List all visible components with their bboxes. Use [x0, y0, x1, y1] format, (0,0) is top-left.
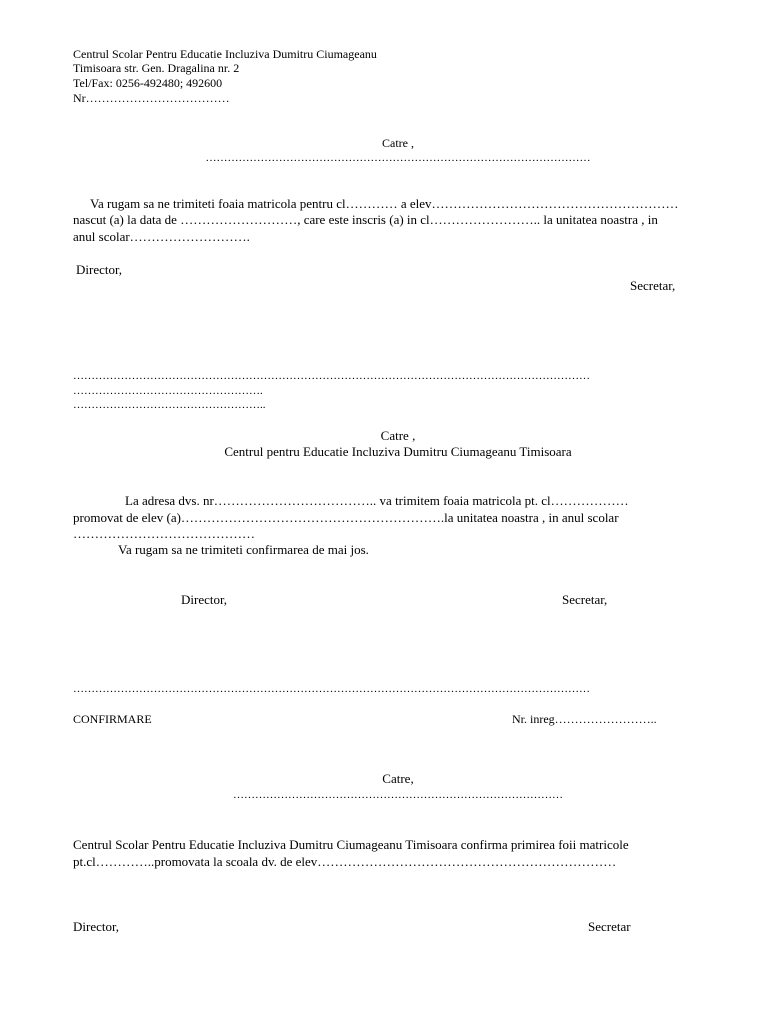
school-name: Centrul Scolar Pentru Educatie Incluziva Dumitru Ciumageanu — [73, 47, 377, 61]
director-label-1: Director, — [76, 262, 123, 277]
request-line-1: Va rugam sa ne trimiteti foaia matricola pentru cl………… a elev………………………………………………… — [90, 196, 679, 211]
confirmation-line-2: pt.cl…………..promovata la scoala dv. de elev…………………………………………………………… — [73, 854, 617, 869]
director-label-3: Director, — [73, 919, 120, 934]
reply-line-1: La adresa dvs. nr……………………………….. va trimitem foaia matricola pt. cl……………… — [125, 493, 629, 508]
recipient-dots-3: ……………………………………………………………………………… — [233, 789, 563, 801]
recipient-name-2: Centrul pentru Educatie Incluziva Dumitru Ciumageanu Timisoara — [224, 444, 572, 459]
request-line-3: anul scolar………………………. — [73, 229, 250, 244]
address-dots-1: ……………………………………………. — [73, 385, 263, 397]
school-address: Timisoara str. Gen. Dragalina nr. 2 — [73, 61, 240, 75]
recipient-dots-1: …………………………………………………………………………………………… — [205, 152, 591, 164]
secretar-label-1: Secretar, — [630, 278, 676, 293]
reply-line-4: Va rugam sa ne trimiteti confirmarea de mai jos. — [118, 542, 369, 557]
confirmation-line-1: Centrul Scolar Pentru Educatie Incluziva Dumitru Ciumageanu Timisoara confirma primirea foii matricole — [73, 837, 629, 852]
registration-number-field: Nr. inreg…………………….. — [512, 712, 657, 726]
secretar-label-3: Secretar — [588, 919, 631, 934]
catre-label-3: Catre, — [382, 771, 414, 786]
registration-number: Nr……………………………… — [73, 91, 230, 105]
director-label-2: Director, — [181, 592, 228, 607]
reply-line-2: promovat de elev (a)…………………………………………………….la unitatea noastra , in anul scolar — [73, 510, 619, 525]
address-dots-2: …………………………………………….. — [73, 399, 266, 411]
reply-line-3: …………………………………… — [73, 526, 255, 541]
secretar-label-2: Secretar, — [562, 592, 608, 607]
cut-line-dots: …………………………………………………………………………………………………………………………… — [73, 370, 590, 382]
catre-label-2: Catre , — [380, 428, 416, 443]
catre-label-1: Catre , — [382, 136, 414, 150]
request-line-2: nascut (a) la data de ………………………, care este inscris (a) in cl…………………….. la unitatea noastra , in — [73, 212, 658, 227]
cut-line-dots-2: …………………………………………………………………………………………………………………………… — [73, 683, 590, 695]
school-phone: Tel/Fax: 0256-492480; 492600 — [73, 76, 223, 90]
confirmation-title: CONFIRMARE — [73, 712, 152, 726]
